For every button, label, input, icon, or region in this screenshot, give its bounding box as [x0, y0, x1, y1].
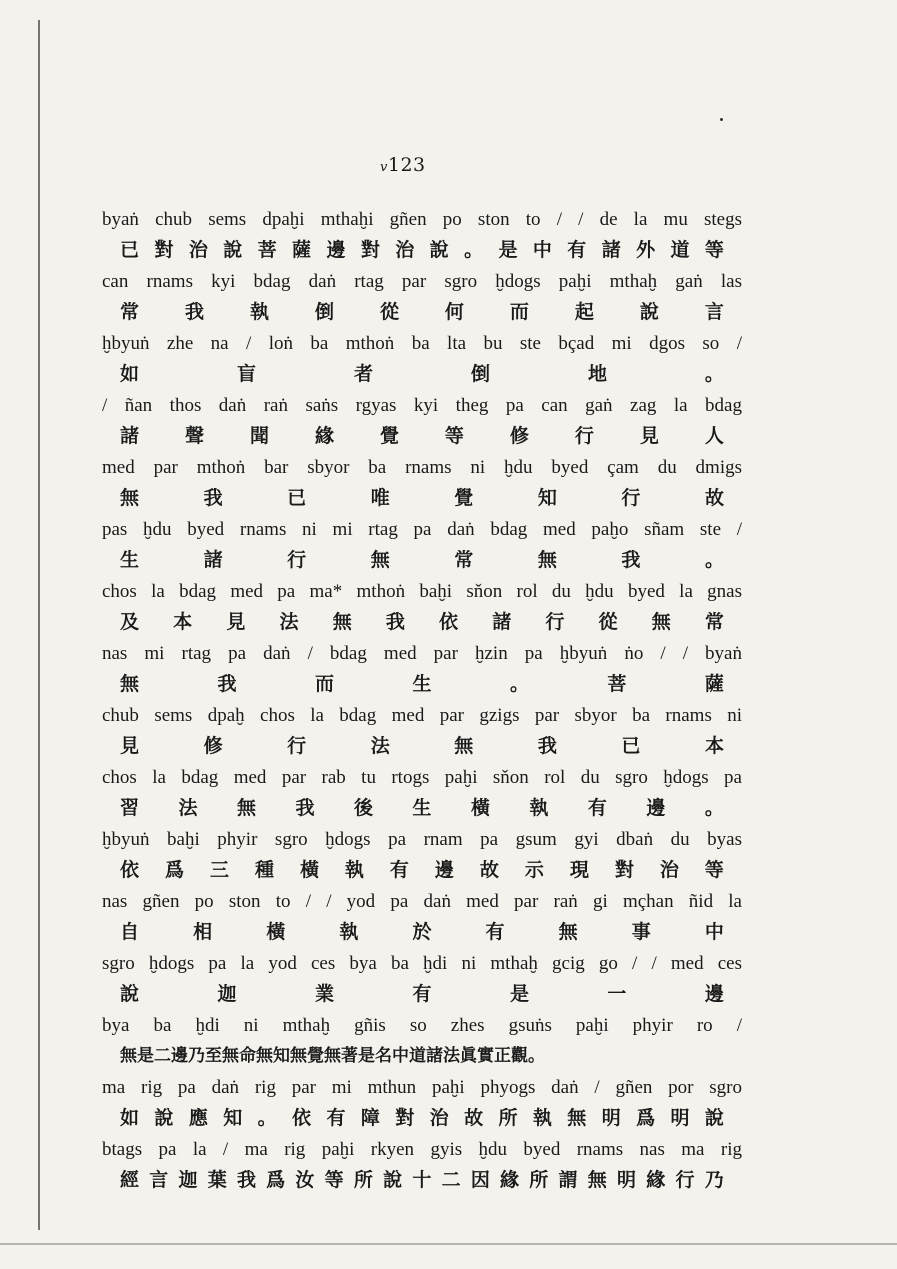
tibetan-line: chub sems dpaḫ chos la bdag med par gzigs par sbyor ba rnams ni	[102, 705, 742, 726]
tibetan-line: ḫbyuṅ baḫi phyir sgro ḫdogs pa rnam pa gsum gyi dbaṅ du byas	[102, 829, 742, 850]
chinese-char: 說	[704, 1107, 724, 1129]
chinese-char: 業	[314, 983, 334, 1005]
chinese-line	[102, 1165, 742, 1196]
chinese-char: 治	[429, 1107, 449, 1129]
chinese-char: 障	[360, 1107, 380, 1129]
chinese-char: 說	[429, 239, 449, 261]
chinese-char: 邊	[326, 239, 346, 261]
chinese-char: 。	[257, 1107, 277, 1129]
chinese-char: 我	[203, 487, 223, 509]
page-number	[380, 154, 426, 176]
chinese-char: 者	[353, 363, 373, 385]
chinese-line	[102, 793, 742, 824]
chinese-char: 邊	[704, 983, 724, 1005]
tibetan-line: chos la bdag med par rab tu rtogs paḫi sňon rol du sgro ḫdogs pa	[102, 767, 742, 788]
chinese-char: 所	[353, 1169, 373, 1191]
chinese-char: 迦	[217, 983, 237, 1005]
chinese-line	[102, 1103, 742, 1134]
chinese-char: 從	[379, 301, 399, 323]
chinese-char: 有	[326, 1107, 346, 1129]
chinese-char: 對	[614, 859, 634, 881]
chinese-char: 已	[287, 487, 307, 509]
chinese-char: 等	[324, 1169, 344, 1191]
chinese-char: 是	[509, 983, 529, 1005]
chinese-char: 我	[295, 797, 315, 819]
chinese-char: 習	[120, 797, 140, 819]
chinese-char: 諸	[601, 239, 621, 261]
chinese-line	[102, 297, 742, 328]
chinese-char: 我	[385, 611, 405, 633]
chinese-char: 中	[704, 921, 724, 943]
chinese-line	[102, 235, 742, 266]
tibetan-line: can rnams kyi bdag daṅ rtag par sgro ḫdogs paḫi mthaḫ gaṅ las	[102, 271, 742, 292]
chinese-char: 十	[412, 1169, 432, 1191]
chinese-char: 依	[439, 611, 459, 633]
chinese-char: 聞	[249, 425, 269, 447]
chinese-char: 我	[621, 549, 641, 571]
chinese-char: 地	[587, 363, 607, 385]
chinese-char: 行	[545, 611, 565, 633]
chinese-char: 緣	[646, 1169, 666, 1191]
tibetan-line: nas mi rtag pa daṅ / bdag med par ḫzin pa ḫbyuṅ ṅo / / byaṅ	[102, 643, 742, 664]
chinese-char: 我	[217, 673, 237, 695]
chinese-char: 見	[226, 611, 246, 633]
chinese-char: 。	[704, 549, 724, 571]
page-mark: v	[380, 160, 388, 175]
chinese-char: 示	[524, 859, 544, 881]
chinese-char: 有	[587, 797, 607, 819]
chinese-char: 言	[149, 1169, 169, 1191]
chinese-char: 是	[498, 239, 518, 261]
chinese-char: 對	[154, 239, 174, 261]
chinese-char: 有	[567, 239, 587, 261]
chinese-char: 常	[120, 301, 140, 323]
chinese-char: 及	[120, 611, 140, 633]
chinese-char: 無	[567, 1107, 587, 1129]
chinese-char: 。	[704, 797, 724, 819]
chinese-char: 法	[178, 797, 198, 819]
chinese-char: 執	[529, 797, 549, 819]
chinese-char: 說	[223, 239, 243, 261]
chinese-char: 治	[395, 239, 415, 261]
chinese-char: 從	[598, 611, 618, 633]
chinese-char: 法	[370, 735, 390, 757]
chinese-char: 我	[236, 1169, 256, 1191]
chinese-char: 無	[537, 549, 557, 571]
tibetan-line: ḫbyuṅ zhe na / loṅ ba mthoṅ ba lta bu ste bçad mi dgos so /	[102, 333, 742, 354]
chinese-char: 葉	[207, 1169, 227, 1191]
chinese-line	[102, 421, 742, 452]
chinese-char: 本	[704, 735, 724, 757]
chinese-char: 倒	[314, 301, 334, 323]
chinese-char: 見	[639, 425, 659, 447]
chinese-char: 行	[287, 735, 307, 757]
chinese-char: 行	[574, 425, 594, 447]
tibetan-line: bya ba ḫdi ni mthaḫ gñis so zhes gsuṅs paḫi phyir ro /	[102, 1015, 742, 1036]
chinese-char: 對	[395, 1107, 415, 1129]
chinese-char: 法	[279, 611, 299, 633]
chinese-char: 諸	[203, 549, 223, 571]
chinese-char: 明	[601, 1107, 621, 1129]
chinese-char: 應	[188, 1107, 208, 1129]
chinese-char: 依	[120, 859, 140, 881]
chinese-line	[102, 359, 742, 390]
chinese-char: 橫	[470, 797, 490, 819]
chinese-char: 見	[120, 735, 140, 757]
chinese-char: 爲	[164, 859, 184, 881]
chinese-char: 依	[292, 1107, 312, 1129]
chinese-line: 無是二邊乃至無命無知無覺無著是名中道諸法眞實正觀。	[120, 1046, 545, 1066]
chinese-char: 二	[441, 1169, 461, 1191]
chinese-line	[102, 483, 742, 514]
chinese-char: 於	[412, 921, 432, 943]
chinese-char: 故	[704, 487, 724, 509]
tibetan-line: / ñan thos daṅ raṅ saṅs rgyas kyi theg pa can gaṅ zag la bdag	[102, 395, 742, 416]
chinese-char: 無	[120, 487, 140, 509]
page-number-value: 123	[387, 154, 426, 176]
chinese-char: 明	[616, 1169, 636, 1191]
chinese-char: 說	[383, 1169, 403, 1191]
chinese-char: 乃	[704, 1169, 724, 1191]
chinese-char: 故	[464, 1107, 484, 1129]
chinese-char: 邊	[646, 797, 666, 819]
interlinear-text	[102, 204, 742, 1196]
chinese-char: 迦	[178, 1169, 198, 1191]
chinese-char: 一	[607, 983, 627, 1005]
chinese-char: 治	[659, 859, 679, 881]
chinese-char: 所	[529, 1169, 549, 1191]
chinese-char: 諸	[120, 425, 140, 447]
chinese-char: 相	[193, 921, 213, 943]
chinese-char: 執	[249, 301, 269, 323]
chinese-char: 常	[454, 549, 474, 571]
chinese-char: 行	[675, 1169, 695, 1191]
chinese-char: 治	[188, 239, 208, 261]
chinese-char: 事	[631, 921, 651, 943]
chinese-char: 無	[120, 673, 140, 695]
chinese-char: 覺	[454, 487, 474, 509]
chinese-char: 汝	[295, 1169, 315, 1191]
chinese-char: 經	[120, 1169, 140, 1191]
chinese-line	[102, 855, 742, 886]
tibetan-line: med par mthoṅ bar sbyor ba rnams ni ḫdu byed çam du dmigs	[102, 457, 742, 478]
bottom-rule	[0, 1243, 897, 1245]
chinese-char: 邊	[434, 859, 454, 881]
tibetan-line: ma rig pa daṅ rig par mi mthun paḫi phyogs daṅ / gñen por sgro	[102, 1077, 742, 1098]
tibetan-line: btags pa la / ma rig paḫi rkyen gyis ḫdu byed rnams nas ma rig	[102, 1139, 742, 1160]
chinese-char: 無	[651, 611, 671, 633]
scan-speck	[720, 118, 723, 121]
chinese-char: 有	[389, 859, 409, 881]
chinese-char: 說	[120, 983, 140, 1005]
chinese-char: 無	[332, 611, 352, 633]
chinese-char: 執	[339, 921, 359, 943]
chinese-char: 自	[120, 921, 140, 943]
chinese-char: 無	[587, 1169, 607, 1191]
chinese-char: 橫	[299, 859, 319, 881]
chinese-char: 菩	[257, 239, 277, 261]
chinese-char: 。	[464, 239, 484, 261]
chinese-line	[102, 669, 742, 700]
chinese-char: 故	[479, 859, 499, 881]
chinese-char: 盲	[236, 363, 256, 385]
tibetan-line: sgro ḫdogs pa la yod ces bya ba ḫdi ni mthaḫ gcig go / / med ces	[102, 953, 742, 974]
chinese-char: 所	[498, 1107, 518, 1129]
chinese-char: 有	[485, 921, 505, 943]
chinese-char: 如	[120, 1107, 140, 1129]
chinese-char: 緣	[500, 1169, 520, 1191]
chinese-char: 生	[412, 797, 432, 819]
chinese-char: 薩	[704, 673, 724, 695]
chinese-char: 諸	[492, 611, 512, 633]
chinese-char: 執	[532, 1107, 552, 1129]
chinese-line	[102, 545, 742, 576]
chinese-char: 因	[470, 1169, 490, 1191]
chinese-char: 無	[454, 735, 474, 757]
tibetan-line: pas ḫdu byed rnams ni mi rtag pa daṅ bdag med paḫo sñam ste /	[102, 519, 742, 540]
chinese-char: 爲	[636, 1107, 656, 1129]
chinese-char: 修	[509, 425, 529, 447]
chinese-line	[102, 731, 742, 762]
chinese-char: 緣	[314, 425, 334, 447]
chinese-char: 無	[236, 797, 256, 819]
chinese-char: 對	[360, 239, 380, 261]
chinese-char: 已	[120, 239, 140, 261]
chinese-char: 外	[636, 239, 656, 261]
chinese-char: 言	[704, 301, 724, 323]
chinese-char: 有	[412, 983, 432, 1005]
chinese-char: 說	[154, 1107, 174, 1129]
chinese-char: 後	[353, 797, 373, 819]
chinese-char: 等	[704, 239, 724, 261]
chinese-char: 而	[509, 301, 529, 323]
chinese-char: 已	[621, 735, 641, 757]
chinese-char: 我	[184, 301, 204, 323]
chinese-char: 唯	[370, 487, 390, 509]
chinese-char: 薩	[292, 239, 312, 261]
chinese-char: 人	[704, 425, 724, 447]
chinese-char: 我	[537, 735, 557, 757]
chinese-char: 生	[412, 673, 432, 695]
chinese-char: 知	[223, 1107, 243, 1129]
tibetan-line: byaṅ chub sems dpaḫi mthaḫi gñen po ston to / / de la mu stegs	[102, 209, 742, 230]
chinese-char: 謂	[558, 1169, 578, 1191]
chinese-char: 而	[314, 673, 334, 695]
chinese-line	[102, 979, 742, 1010]
tibetan-line: chos la bdag med pa ma* mthoṅ baḫi sňon rol du ḫdu byed la gnas	[102, 581, 742, 602]
chinese-char: 執	[344, 859, 364, 881]
chinese-char: 說	[639, 301, 659, 323]
chinese-char: 本	[173, 611, 193, 633]
chinese-char: 無	[558, 921, 578, 943]
chinese-char: 等	[704, 859, 724, 881]
chinese-char: 三	[209, 859, 229, 881]
chinese-char: 起	[574, 301, 594, 323]
chinese-char: 行	[621, 487, 641, 509]
chinese-char: 修	[203, 735, 223, 757]
chinese-char: 倒	[470, 363, 490, 385]
chinese-char: 生	[120, 549, 140, 571]
chinese-char: 明	[670, 1107, 690, 1129]
chinese-char: 道	[670, 239, 690, 261]
chinese-line	[102, 607, 742, 638]
chinese-char: 現	[569, 859, 589, 881]
chinese-char: 行	[287, 549, 307, 571]
chinese-char: 菩	[607, 673, 627, 695]
chinese-char: 橫	[266, 921, 286, 943]
chinese-char: 爲	[266, 1169, 286, 1191]
chinese-line	[102, 917, 742, 948]
left-margin-rule	[38, 20, 40, 1230]
chinese-char: 聲	[184, 425, 204, 447]
chinese-char: 覺	[379, 425, 399, 447]
chinese-char: 何	[444, 301, 464, 323]
chinese-char: 種	[254, 859, 274, 881]
chinese-char: 。	[704, 363, 724, 385]
chinese-char: 知	[537, 487, 557, 509]
chinese-char: 。	[509, 673, 529, 695]
tibetan-line: nas gñen po ston to / / yod pa daṅ med par raṅ gi mçhan ñid la	[102, 891, 742, 912]
chinese-char: 無	[370, 549, 390, 571]
chinese-char: 常	[704, 611, 724, 633]
chinese-char: 等	[444, 425, 464, 447]
chinese-char: 中	[532, 239, 552, 261]
chinese-char: 如	[120, 363, 140, 385]
